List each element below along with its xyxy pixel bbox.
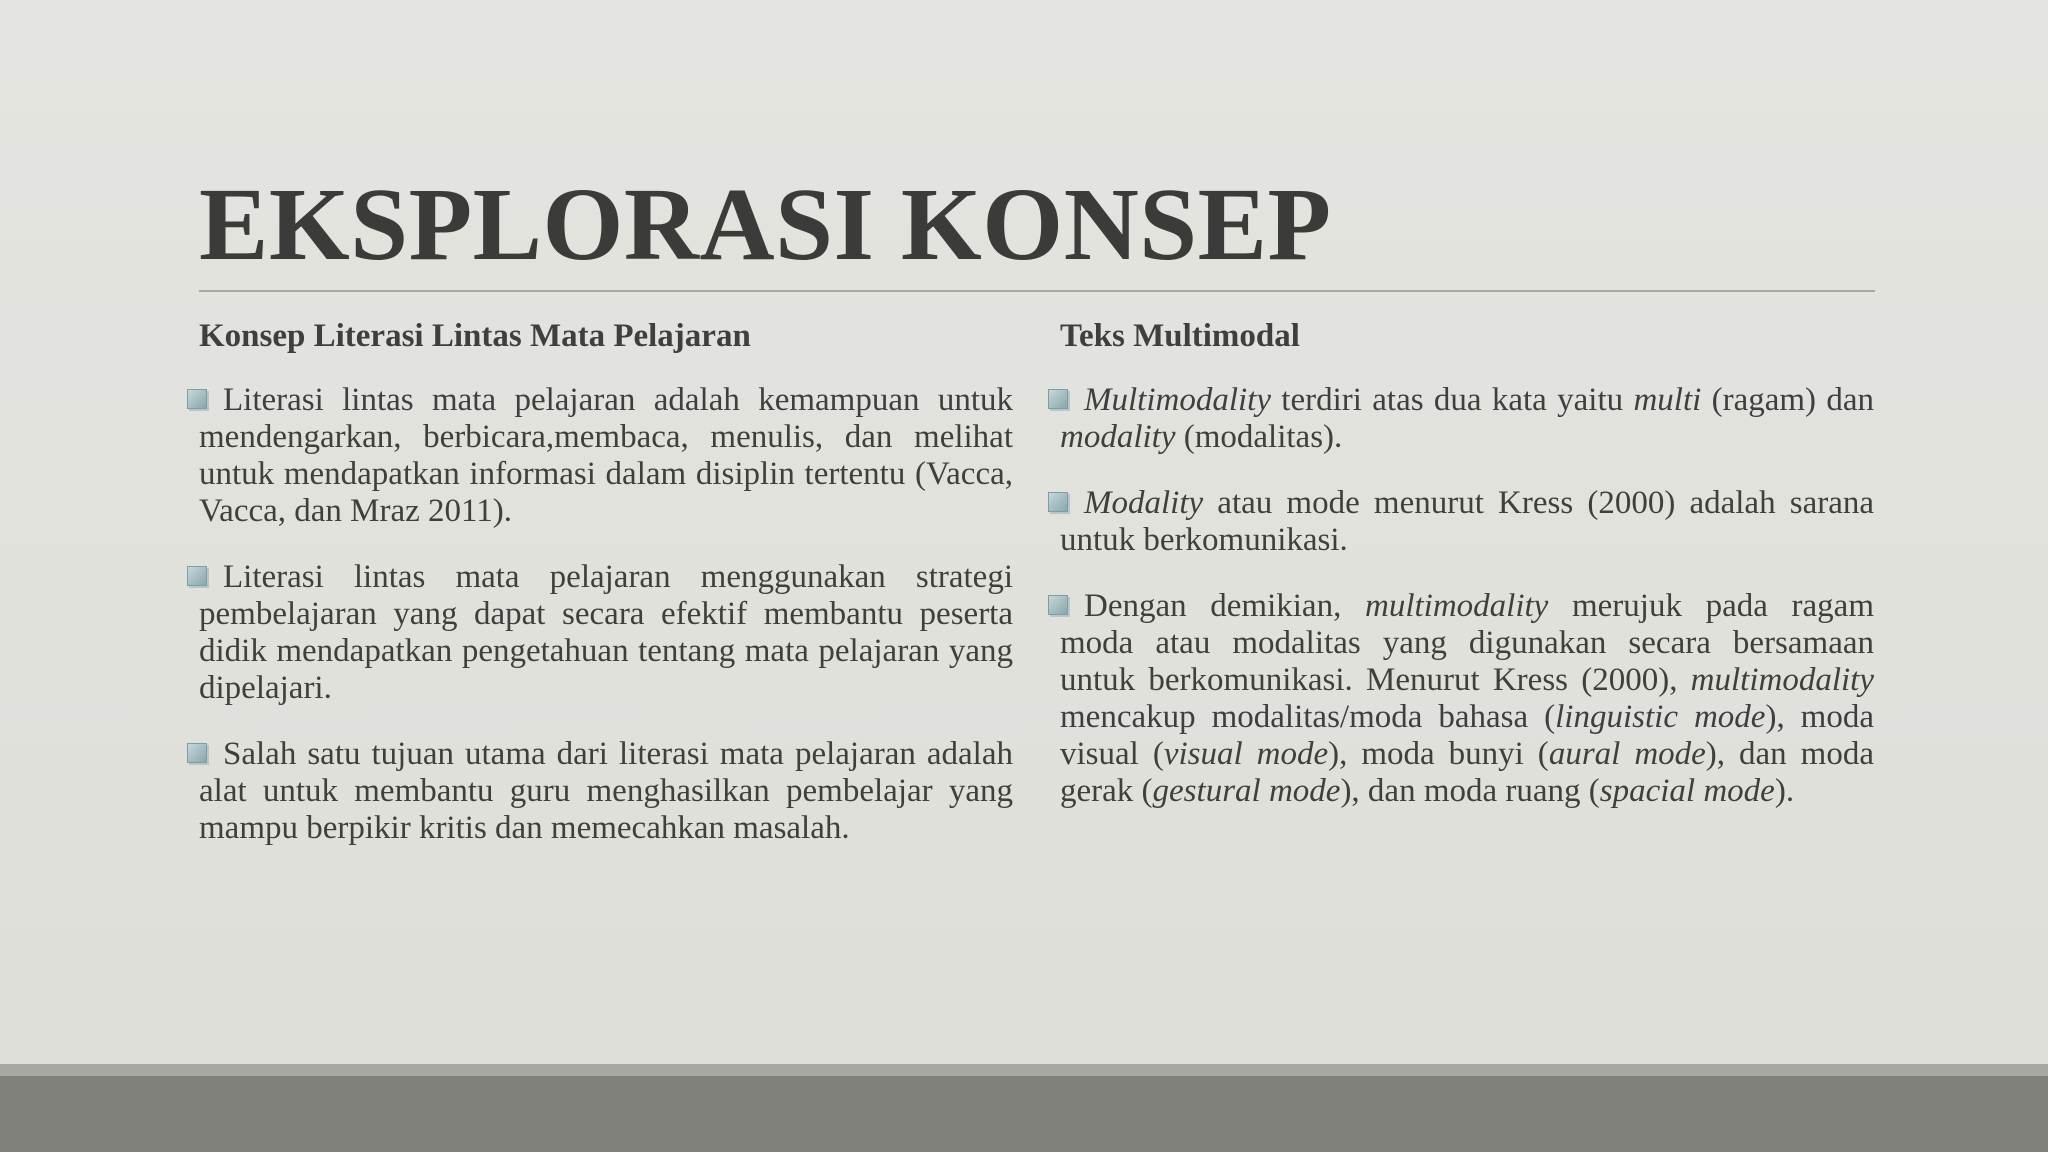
bullet-text: (ragam) dan [1701, 382, 1874, 418]
bullet-text-italic: Modality [1084, 485, 1204, 521]
checkbox-square-icon [187, 743, 207, 763]
bullet-text: atau mode menurut Kress (2000) adalah sarana untuk berkomunikasi. [1060, 485, 1874, 558]
left-bullet-item [199, 382, 1013, 530]
checkbox-square-icon [1048, 389, 1068, 409]
bullet-text: (modalitas). [1175, 419, 1343, 455]
bullet-text: Dengan demikian, [1084, 588, 1365, 624]
right-bullet-item [1060, 588, 1874, 810]
bullet-text-italic: spacial mode [1599, 773, 1775, 809]
bullet-text: Literasi lintas mata pelajaran menggunakan strategi pembelajaran yang dapat secara efektif membantu peserta didik mendapatkan pengetahuan tentang mata pelajaran yang dipelajari. [199, 559, 1013, 706]
checkbox-square-icon [1048, 595, 1068, 615]
checkbox-square-icon [1048, 492, 1068, 512]
right-column-heading: Teks Multimodal [1060, 318, 1300, 354]
checkbox-square-icon [187, 389, 207, 409]
bullet-text-italic: visual mode [1163, 736, 1329, 772]
footer-band [0, 1076, 2048, 1152]
bullet-text: ), dan moda ruang ( [1340, 773, 1600, 809]
bullet-text: mencakup modalitas/moda bahasa ( [1060, 699, 1556, 735]
bullet-text: ), moda visual ( [1060, 699, 1874, 772]
bullet-text-italic: multimodality [1364, 588, 1549, 624]
bullet-text-italic: multi [1633, 382, 1702, 418]
bullet-text-italic: Multimodality [1084, 382, 1271, 418]
bullet-text-italic: linguistic mode [1555, 699, 1766, 735]
left-column-heading: Konsep Literasi Lintas Mata Pelajaran [199, 318, 751, 354]
bullet-text-italic: aural mode [1548, 736, 1706, 772]
bullet-text: merujuk pada ragam moda atau modalitas yang digunakan secara bersamaan untuk berkomunikasi. Menurut Kress (2000), [1060, 588, 1874, 698]
bullet-text-italic: multimodality [1690, 662, 1874, 698]
bullet-text-italic: gestural mode [1152, 773, 1341, 809]
right-column [1060, 314, 1874, 810]
bullet-text: ), moda bunyi ( [1328, 736, 1549, 772]
checkbox-square-icon [187, 566, 207, 586]
left-bullet-list [199, 382, 1013, 847]
bullet-text-italic: modality [1060, 419, 1176, 455]
footer-accent-stripe [0, 1064, 2048, 1076]
title-divider [199, 290, 1875, 292]
right-bullet-item [1060, 382, 1874, 456]
slide-title: EKSPLORASI KONSEP [199, 167, 1332, 282]
left-bullet-item [199, 559, 1013, 707]
right-bullet-item [1060, 485, 1874, 559]
bullet-text: terdiri atas dua kata yaitu [1270, 382, 1634, 418]
bullet-text: ). [1774, 773, 1795, 809]
left-column [199, 314, 1013, 847]
bullet-text: Literasi lintas mata pelajaran adalah kemampuan untuk mendengarkan, berbicara,membaca, menulis, dan melihat untuk mendapatkan informasi dalam disiplin tertentu (Vacca, Vacca, dan Mraz 2011). [199, 382, 1013, 529]
left-bullet-item [199, 736, 1013, 847]
right-bullet-list [1060, 382, 1874, 810]
bullet-text: ), dan moda gerak ( [1060, 736, 1874, 809]
bullet-text: Salah satu tujuan utama dari literasi mata pelajaran adalah alat untuk membantu guru menghasilkan pembelajar yang mampu berpikir kritis dan memecahkan masalah. [199, 736, 1013, 846]
